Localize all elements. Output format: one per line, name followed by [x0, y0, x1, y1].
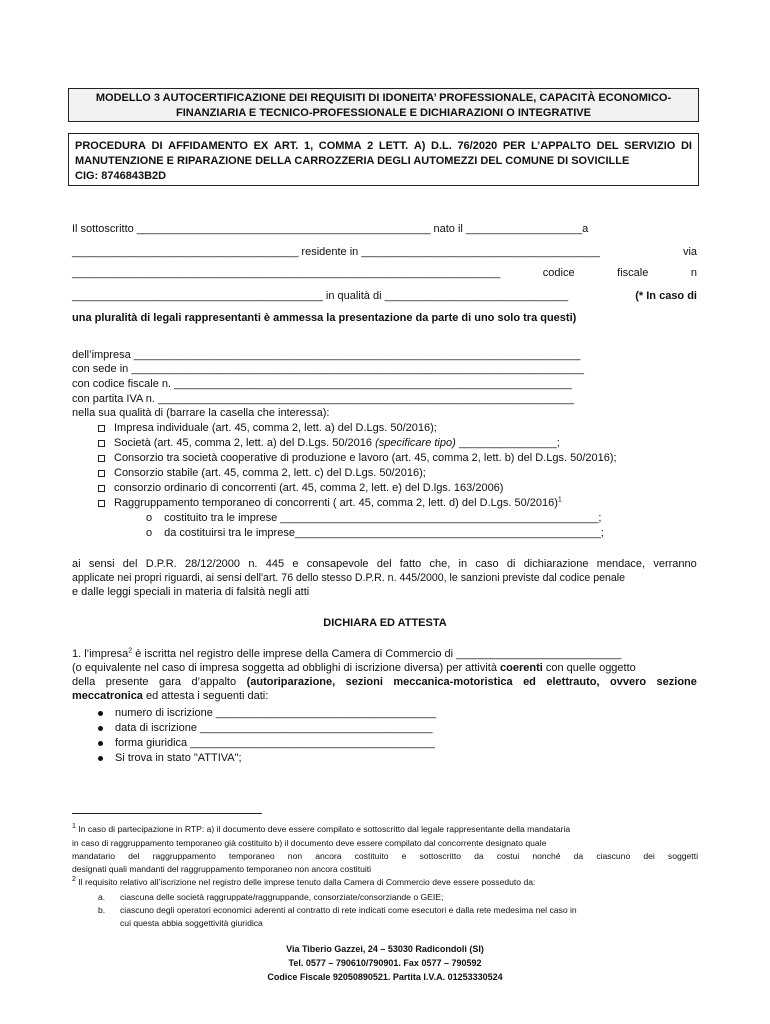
footer-fiscal: Codice Fiscale 92050890521. Partita I.V.A. 01253330524	[267, 972, 503, 982]
paragraph-word: in	[458, 558, 468, 570]
item1-word: meccanica-motoristica	[393, 676, 513, 688]
checkbox[interactable]	[98, 470, 105, 477]
footnote-word: costituito	[354, 851, 389, 861]
paragraph-word: verranno	[653, 558, 697, 570]
form-row-sede: con sede in __________________________________________________________________________	[72, 363, 585, 375]
paragraph-word: caso	[475, 558, 499, 570]
item1-line-2: (o equivalente nel caso di impresa soggetta ad obblighi di iscrizione diversa) per attività coerenti con quelle oggetto	[72, 662, 636, 674]
procedure-word: COMMA	[318, 140, 362, 152]
item1-word: elettrauto,	[546, 676, 600, 688]
bullet-forma-giuridica: forma giuridica ________________________________________	[98, 736, 435, 750]
title-line-2: FINANZIARIA E TECNICO-PROFESSIONALE E DICHIARAZIONI O INTEGRATIVE	[176, 107, 591, 119]
paragraph-word: consapevole	[306, 558, 369, 570]
footnote-word: da	[573, 851, 584, 861]
procedure-word: EX	[253, 140, 269, 152]
checkbox[interactable]	[98, 485, 105, 492]
footnote-2-item-a: a. ciascuna delle società raggruppate/raggruppande, consorziate/consorziande o GEIE;	[98, 892, 444, 902]
sub-option-da-costituirsi[interactable]: o da costituirsi tra le imprese__________________________________________________;	[146, 527, 604, 539]
codice-label: codice	[542, 267, 575, 279]
paragraph-word: del	[376, 558, 392, 570]
paragraph-word: ai	[72, 558, 81, 570]
form-row-impresa: dell’impresa _________________________________________________________________________	[72, 349, 581, 361]
form-row-residente	[72, 245, 697, 259]
option-raggruppamento[interactable]: Raggruppamento temporaneo di concorrenti ( art. 45, comma 2, lett. d) del D.Lgs. 50/2016)$^1$	[98, 496, 562, 510]
title-box	[68, 88, 699, 122]
procedure-word: 2	[367, 140, 374, 152]
item1-word: ed	[523, 676, 536, 688]
section-heading: DICHIARA ED ATTESTA	[323, 617, 447, 629]
checkbox[interactable]	[98, 425, 105, 432]
paragraph-word: dichiarazione	[523, 558, 589, 570]
item1-line-4: meccatronica ed attesta i seguenti dati:	[72, 690, 269, 702]
footnote-word: non	[287, 851, 303, 861]
option-societa[interactable]: Società (art. 45, comma 2, lett. a) del D.Lgs. 50/2016 (specificare tipo) ________________;	[98, 436, 560, 450]
n-label: n	[690, 267, 697, 279]
procedure-word: DI	[151, 140, 163, 152]
checkbox[interactable]	[98, 455, 105, 462]
footnote-word: dei	[643, 851, 655, 861]
footnote-word: sottoscritto	[419, 851, 462, 861]
footnote-2-line-1: $^2$ Il requisito relativo all’iscrizione nel registro delle imprese tenuto dalla Camera di Commercio deve essere posseduto da:	[72, 876, 536, 887]
footnote-2-item-b: b. ciascuno degli operatori economici aderenti al contratto di rete indicati come esecutori e dalla rete medesima nel caso in	[98, 905, 577, 915]
procedure-word: PER	[502, 140, 526, 152]
procedure-word: PROCEDURA	[75, 140, 146, 152]
bullet-icon	[98, 756, 103, 761]
item1-word: (autoriparazione,	[246, 676, 336, 688]
option-consorzio-ordinario[interactable]: consorzio ordinario di concorrenti (art. 45, comma 2, lett. e) del D.lgs. 163/2006)	[98, 481, 503, 495]
option-impresa-individuale[interactable]: Impresa individuale (art. 45, comma 2, lett. a) del D.Lgs. 50/2016);	[98, 421, 437, 435]
form-row-sottoscritto: Il sottoscritto ________________________________________________ nato il ___________________a	[72, 223, 589, 235]
declaration-para-line-1	[72, 557, 697, 571]
footnote-1-line-2: in caso di raggruppamento temporaneo già costituito b) il documento deve essere compilato dal concorrente designato quale	[72, 838, 547, 848]
footnote-word: raggruppamento	[152, 851, 216, 861]
bullet-icon	[98, 741, 103, 746]
bullet-data-iscrizione: data di iscrizione ______________________________________	[98, 721, 432, 735]
circle-bullet-icon: o	[146, 512, 153, 524]
item1-word: della	[72, 676, 96, 688]
paragraph-word: n.	[248, 558, 258, 570]
procedure-word: DI	[680, 140, 692, 152]
procedure-line-1	[75, 139, 692, 154]
paragraph-word: fatto	[399, 558, 422, 570]
footnote-word: ancora	[315, 851, 342, 861]
plurality-note-start: (* In caso di	[635, 290, 697, 302]
paragraph-word: sensi	[88, 558, 115, 570]
checkbox[interactable]	[98, 440, 105, 447]
procedure-word: SERVIZIO	[624, 140, 676, 152]
option-consorzio-cooperative[interactable]: Consorzio tra società cooperative di produzione e lavoro (art. 45, comma 2, lett. b) del D.Lgs. 50/2016);	[98, 451, 617, 465]
footnote-word: da	[474, 851, 484, 861]
item1-word: sezione	[656, 676, 697, 688]
declaration-para-line-2: applicate nei propri riguardi, ai sensi dell'art. 76 dello stesso D.P.R. n. 445/2000, le sanzioni previste dal codice penale	[72, 572, 626, 584]
item1-line-3	[72, 675, 697, 689]
item1-word: sezioni	[345, 676, 383, 688]
paragraph-word: 28/12/2000	[184, 558, 241, 570]
qualita-instruction: nella sua qualità di (barrare la casella che interessa):	[72, 407, 330, 419]
footnote-word: temporaneo	[228, 851, 275, 861]
form-row-qualita	[72, 289, 697, 303]
footnote-word: e	[401, 851, 407, 861]
item1-word: ovvero	[610, 676, 647, 688]
procedure-word: AFFIDAMENTO	[168, 140, 248, 152]
paragraph-word: e	[292, 558, 299, 570]
procedure-word: ART.	[273, 140, 299, 152]
procedure-word: 1,	[303, 140, 314, 152]
footnote-word: soggetti	[667, 851, 698, 861]
footnote-1-line-4: designati quali mandanti del raggruppamento temporaneo non ancora costituiti	[72, 864, 372, 874]
declaration-para-line-3: e dalle leggi speciali in materia di falsità negli atti	[72, 586, 310, 598]
paragraph-word: D.P.R.	[145, 558, 177, 570]
plurality-note: una pluralità di legali rappresentanti è ammessa la presentazione da parte di uno solo tra questi)	[72, 312, 577, 324]
footnote-word: costui	[496, 851, 520, 861]
paragraph-word: mendace,	[596, 558, 646, 570]
procedure-word: D.L.	[431, 140, 452, 152]
footnote-1-line-1: $^1$ In caso di partecipazione in RTP: a) il documento deve essere compilato e sottoscritto dal legale rappresentante della mandataria	[72, 823, 571, 834]
circle-bullet-icon: o	[146, 527, 153, 539]
bullet-icon	[98, 711, 103, 716]
paragraph-word: 445	[265, 558, 285, 570]
item1-word: d’appalto	[191, 676, 237, 688]
item1-word: gara	[158, 676, 181, 688]
item1-line-1: 1. l’impresa$^2$ è iscritta nel registro delle imprese della Camera di Commercio di ___________________________	[72, 647, 622, 660]
footnote-word: mandatario	[72, 851, 115, 861]
procedure-line-2: MANUTENZIONE E RIPARAZIONE DELLA CARROZZERIA DEGLI AUTOMEZZI DEL COMUNE DI SOVICILLE	[75, 155, 630, 167]
footnote-1-line-3	[72, 850, 698, 863]
cig-code: CIG: 8746843B2D	[75, 170, 167, 182]
procedure-word: DEL	[596, 140, 619, 152]
checkbox[interactable]	[98, 500, 105, 507]
paragraph-word: di	[506, 558, 516, 570]
form-row-partita-iva: con partita IVA n. ____________________________________________________________________	[72, 393, 575, 405]
footnote-2-item-b-cont: cui questa abbia soggettività giuridica	[120, 918, 263, 928]
paragraph-word: che,	[429, 558, 451, 570]
footnote-word: ciascuno	[596, 851, 631, 861]
form-row-codice-fiscale-impresa: con codice fiscale n. _________________________________________________________________	[72, 378, 572, 390]
via-label: via	[682, 246, 697, 258]
residente-field: _____________________________________ residente in _______________________________________	[72, 246, 600, 258]
bullet-numero-iscrizione: numero di iscrizione ____________________________________	[98, 706, 436, 720]
procedure-word: LETT.	[378, 140, 409, 152]
option-consorzio-stabile[interactable]: Consorzio stabile (art. 45, comma 2, lett. c) del D.Lgs. 50/2016);	[98, 466, 426, 480]
item1-word: presente	[105, 676, 149, 688]
procedure-word: A)	[413, 140, 426, 152]
procedure-word: 76/2020	[457, 140, 498, 152]
footnote-word: del	[128, 851, 140, 861]
footnote-divider	[72, 813, 262, 814]
qualita-field: _________________________________________ in qualità di ______________________________	[72, 290, 569, 302]
fiscale-label: fiscale	[617, 267, 649, 279]
footer-phone: Tel. 0577 – 790610/790901. Fax 0577 – 790592	[288, 958, 482, 968]
form-row-codice-fiscale	[72, 266, 697, 280]
footnote-word: nonché	[532, 851, 561, 861]
footer-address: Via Tiberio Gazzei, 24 – 53030 Radicondoli (SI)	[286, 944, 484, 954]
procedure-word: L’APPALTO	[531, 140, 591, 152]
sub-option-costituito[interactable]: o costituito tra le imprese ____________________________________________________;	[146, 512, 602, 524]
title-line-1: MODELLO 3 AUTOCERTIFICAZIONE DEI REQUISITI DI IDONEITA’ PROFESSIONALE, CAPACITÀ ECONOMICO-	[95, 92, 672, 104]
procedure-box	[68, 133, 699, 186]
bullet-icon	[98, 726, 103, 731]
via-field: ______________________________________________________________________	[72, 267, 501, 279]
bullet-stato-attiva: Si trova in stato "ATTIVA";	[98, 751, 242, 765]
paragraph-word: del	[122, 558, 138, 570]
